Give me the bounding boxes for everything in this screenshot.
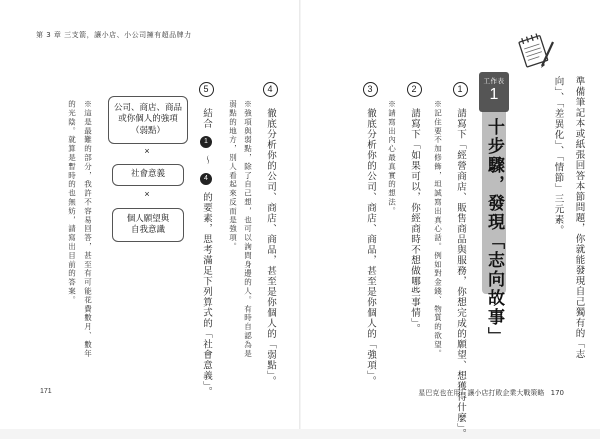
social-meaning-box [112, 164, 184, 186]
worksheet-badge [479, 72, 509, 112]
item-2-note: ※請寫出內心最真實的想法。 [387, 100, 397, 216]
box1-line-2: 或你個人的強項 [118, 114, 178, 125]
item-4 [262, 82, 278, 387]
box3-line-1: 個人願望與 [126, 213, 170, 224]
item-1-number: 1 [453, 82, 468, 97]
item-5-text-c: 的要素，思考滿足下列算式的「社會意義」。 [201, 191, 212, 398]
item-5 [198, 82, 214, 397]
item-1-note: ※記住要不加修飾，坦誠寫出真心話。例如對金錢、物質的欲望。 [433, 100, 443, 359]
item-5-note-2: 的光陰。就算是暫時的也無妨，請寫出目前的答案。 [67, 100, 77, 305]
page-number-left: 171 [40, 388, 52, 395]
running-head: 第 3 章 三支箭，讓小店、小公司擁有超品牌力 [36, 31, 192, 39]
item-3-text: 徹底分析你的公司、商店、商品，甚至是你個人的「強項」。 [365, 108, 376, 387]
item-5-text-b: 〜 [201, 155, 212, 166]
item-5-ref-b: 4 [200, 173, 212, 185]
strength-weakness-box [108, 96, 188, 144]
multiply-sign-2: × [144, 189, 150, 199]
multiply-sign-1: × [144, 146, 150, 156]
item-5-text-a: 結合 [201, 108, 212, 130]
worksheet-title [485, 118, 502, 346]
item-1 [452, 82, 468, 439]
box2-label: 社會意義 [130, 169, 165, 180]
item-5-note-1: ※這是最難的部分，我許不容易回答，甚至有可能花費數月、數年 [83, 100, 93, 359]
folio-right [414, 388, 564, 398]
personal-desire-box [112, 208, 184, 242]
item-2-number: 2 [407, 82, 422, 97]
item-4-text: 徹底分析你的公司、商店、商品，甚至是你個人的「弱點」。 [265, 108, 276, 387]
worksheet-badge-number: 1 [489, 86, 499, 103]
intro-line-1: 準備筆記本或紙張回答本節問題，你就能發現自己獨有的「志 [573, 76, 585, 360]
item-2-text: 請寫下「如果可以，你經商時不想做哪些事情」。 [409, 108, 420, 335]
item-2 [406, 82, 422, 334]
item-3-number: 3 [363, 82, 378, 97]
item-4-note-1: ※強項與弱點，除了自己想，也可以詢問身邊的人。有時自認為是 [243, 100, 253, 359]
item-4-note-2: 弱點的地方，別人看起來反而是強項。 [228, 100, 238, 252]
folio-right-text: 星巴克也在用！讓小店打敗企業大戰策略 [418, 389, 545, 397]
worksheet-title-a: 十步驟，發現 [484, 118, 504, 232]
intro-line-2: 向」、「差異化」、「情節」三元素。 [552, 76, 564, 236]
box1-line-3: （弱點） [130, 125, 165, 136]
box3-line-2: 自我意識 [130, 225, 165, 235]
item-4-number: 4 [263, 82, 278, 97]
item-5-number: 5 [199, 82, 214, 97]
box1-line-1: 公司、商店、商品 [113, 102, 182, 113]
page-number-right: 170 [550, 389, 564, 397]
item-5-ref-a: 1 [200, 136, 212, 148]
notepad-pencil-icon [512, 30, 556, 70]
page-gutter [299, 0, 301, 429]
item-3 [362, 82, 378, 387]
worksheet-badge-label: 工作表 [483, 77, 505, 85]
item-1-text: 請寫下「經營商店、販售商品與服務，你想完成的願望、想獲得什麼」。 [455, 108, 466, 439]
worksheet-title-b: 「志向故事」 [484, 232, 504, 346]
